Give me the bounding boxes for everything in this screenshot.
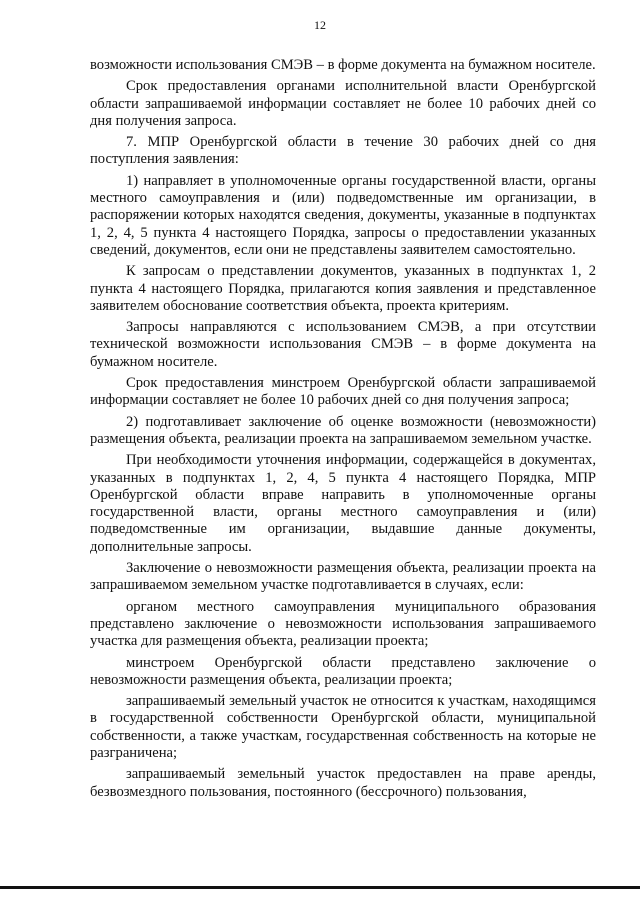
paragraph-conclusion-cases: Заключение о невозможности размещения объекта, реализации проекта на запрашиваемом земельном участке подготавливается в случаях, если:	[90, 560, 596, 594]
paragraph-continued: возможности использования СМЭВ – в форме документа на бумажном носителе.	[90, 57, 596, 73]
paragraph-case-lease: запрашиваемый земельный участок предоставлен на праве аренды, безвозмездного пользования, постоянного (бессрочного) пользования,	[90, 766, 596, 800]
paragraph-item-7: 7. МПР Оренбургской области в течение 30 рабочих дней со дня поступления заявления:	[90, 134, 596, 168]
paragraph-case-local-authority: органом местного самоуправления муниципального образования представлено заключение о невозможности использования запрашиваемого участка для размещения объекта, реализации проекта;	[90, 598, 596, 650]
paragraph-case-minstroy: минстроем Оренбургской области представлено заключение о невозможности размещения объекта, реализации проекта;	[90, 654, 596, 688]
paragraph-clarification: При необходимости уточнения информации, содержащейся в документах, указанных в подпунктах 1, 2, 4, 5 пункта 4 настоящего Порядка, МПР Оренбургской области вправе направить в уполномоченные органы государственной власти, органы местного самоуправления и (или) подведомственные им организации, выдавшие данные документы, дополнительные запросы.	[90, 452, 596, 555]
paragraph-case-ownership: запрашиваемый земельный участок не относится к участкам, находящимся в государственной собственности Оренбургской области, муниципальной собственности, а также участкам, государственная собственность на которые не разграничена;	[90, 693, 596, 761]
bottom-border-line	[0, 886, 640, 889]
paragraph-subitem-2: 2) подготавливает заключение об оценке возможности (невозможности) размещения объекта, реализации проекта на запрашиваемом земельном участке.	[90, 413, 596, 447]
paragraph-requests-smev: Запросы направляются с использованием СМЭВ, а при отсутствии технической возможности использования СМЭВ – в форме документа на бумажном носителе.	[90, 319, 596, 370]
paragraph-minstroy-period: Срок предоставления минстроем Оренбургской области запрашиваемой информации составляет не более 10 рабочих дней со дня получения запроса;	[90, 375, 596, 409]
paragraph-subitem-1: 1) направляет в уполномоченные органы государственной власти, органы местного самоуправления и (или) подведомственные им организации, в распоряжении которых находятся сведения, документы, указанные в подпунктах 1, 2, 4, 5 пункта 4 настоящего Порядка, запросы о предоставлении указанных сведений, документов, если они не представлены заявителем самостоятельно.	[90, 172, 596, 258]
paragraph-attachments: К запросам о представлении документов, указанных в подпунктах 1, 2 пункта 4 настоящего Порядка, прилагаются копия заявления и представленное заявителем обоснование соответствия объекта, проекта критериям.	[90, 263, 596, 314]
page-number: 12	[314, 18, 326, 32]
document-body	[90, 57, 596, 805]
paragraph-response-period: Срок предоставления органами исполнительной власти Оренбургской области запрашиваемой информации составляет не более 10 рабочих дней со дня получения запроса.	[90, 78, 596, 129]
